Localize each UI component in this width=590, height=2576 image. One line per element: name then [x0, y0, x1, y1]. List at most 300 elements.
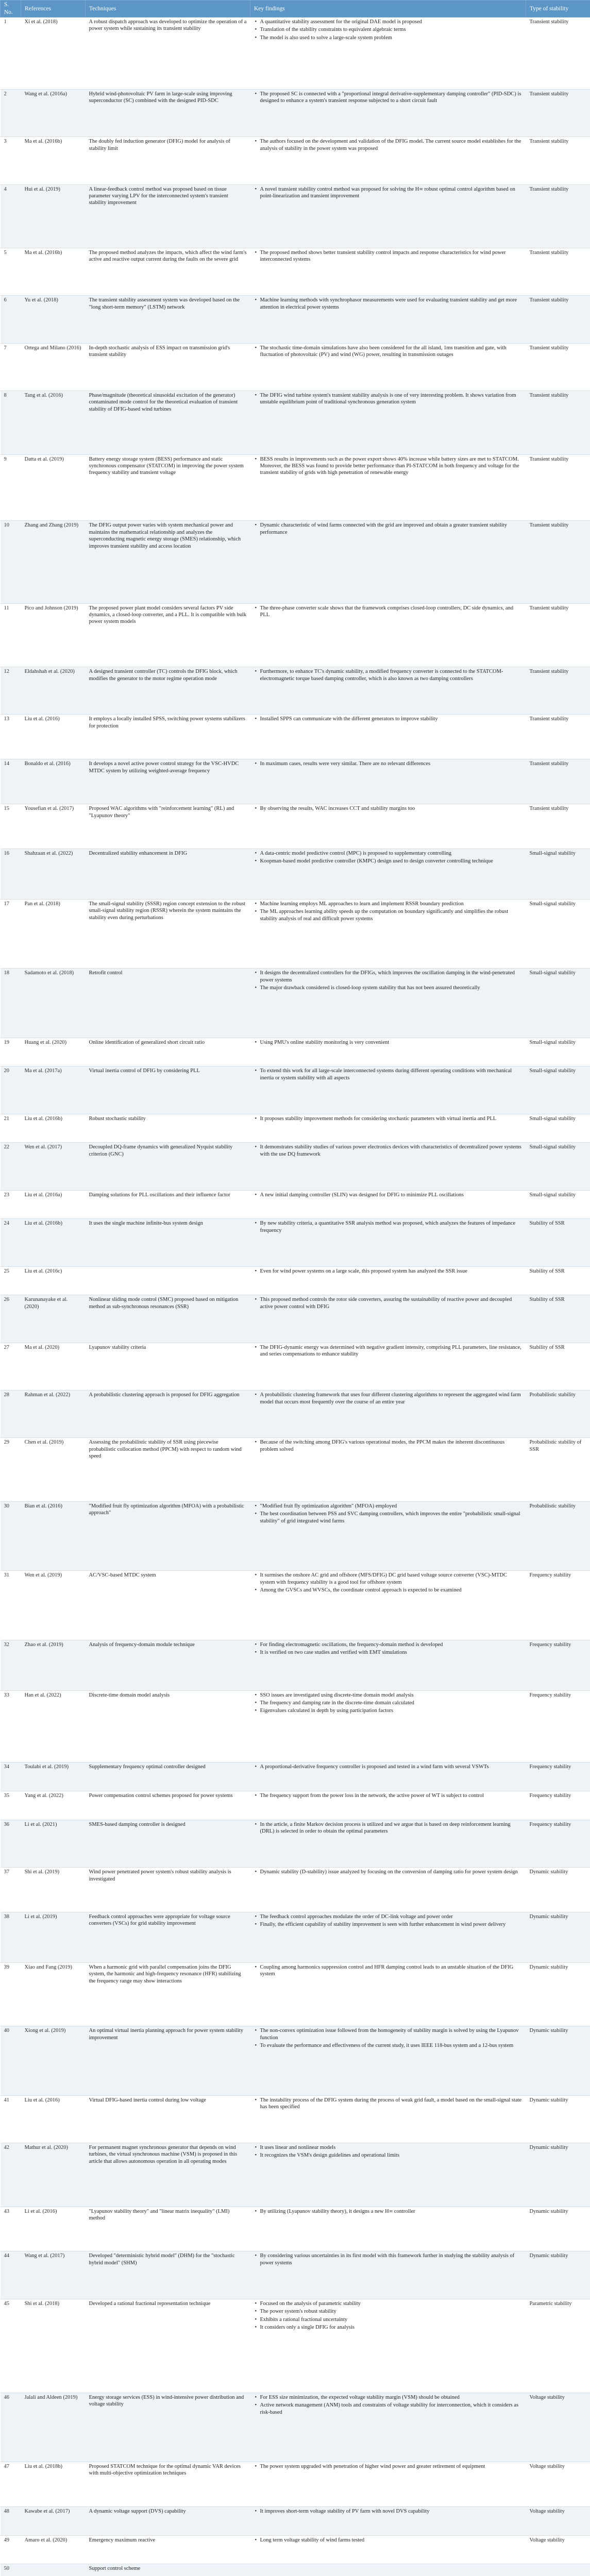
key-findings-cell: [250, 2535, 526, 2564]
technique-cell: Online identification of generalized short circuit ratio: [86, 1038, 250, 1066]
row-number: 38: [1, 1912, 21, 1962]
table-row: [1, 1391, 590, 1438]
reference-cell: Ma et al. (2016b): [21, 248, 86, 296]
key-findings-list: [254, 1869, 522, 1875]
table-row: [1, 2095, 590, 2143]
key-finding-item: • Finally, the efficient capability of stability improvement is seen with further enhancement in wind power delivery: [254, 1921, 522, 1928]
technique-cell: The proposed method analyzes the impacts, which affect the wind farm's active and reactive output current during the faults on the severe grid: [86, 248, 250, 296]
stability-type-cell: Transient stability: [526, 391, 590, 455]
key-findings-list: [254, 2027, 522, 2049]
technique-cell: Developed "deterministic hybrid model" (DHM) for the "stochastic hybrid model" (SHM): [86, 2251, 250, 2299]
key-findings-list: [254, 1821, 522, 1835]
table-row: [1, 184, 590, 248]
key-findings-list: [254, 2208, 522, 2215]
row-number: 42: [1, 2143, 21, 2207]
key-findings-cell: [250, 343, 526, 391]
stability-type-cell: Transient stability: [526, 18, 590, 90]
reference-cell: Shi et al. (2019): [21, 1868, 86, 1912]
table-row: [1, 343, 590, 391]
key-findings-cell: [250, 2506, 526, 2535]
key-finding-item: • The instability process of the DFIG system during the process of weak grid fault, a model based on the small-signal state has been specified: [254, 2097, 522, 2111]
key-findings-list: [254, 1764, 522, 1770]
stability-type-cell: Small-signal stability: [526, 969, 590, 1038]
key-findings-cell: [250, 2143, 526, 2207]
row-number: 16: [1, 849, 21, 900]
row-number: 43: [1, 2207, 21, 2251]
reference-cell: Yang et al. (2022): [21, 1791, 86, 1820]
key-findings-list: [254, 605, 522, 619]
key-findings-list: [254, 1192, 522, 1198]
row-number: 21: [1, 1114, 21, 1143]
technique-cell: Decentralized stability enhancement in DFIG: [86, 849, 250, 900]
key-findings-cell: [250, 1762, 526, 1791]
key-findings-list: [254, 850, 522, 865]
key-findings-cell: [250, 1501, 526, 1570]
stability-type-cell: Frequency stability: [526, 1762, 590, 1791]
reference-cell: Pan et al. (2018): [21, 899, 86, 968]
key-findings-cell: [250, 1066, 526, 1114]
key-finding-item: • The three-phase converter scale shows that the framework comprises closed-loop controllers, DC side dynamics, and PLL: [254, 605, 522, 619]
key-findings-cell: [250, 1114, 526, 1143]
key-finding-item: • Exhibits a rational fractional uncertainty: [254, 2316, 522, 2323]
key-findings-list: [254, 760, 522, 767]
key-finding-item: • Dynamic characteristic of wind farms connected with the grid are improved and obtain a greater transient stability performance: [254, 522, 522, 536]
key-finding-item: • Furthermore, to enhance TC's dynamic stability, a modified frequency converter is connected to the STATCOM-electromagnetic torque based damping controller, which is also known as two damping controllers: [254, 668, 522, 682]
table-row: [1, 1038, 590, 1066]
row-number: 10: [1, 521, 21, 603]
technique-cell: A dynamic voltage support (DVS) capability: [86, 2506, 250, 2535]
header-type-of-stability: Type of stability: [526, 1, 590, 18]
key-findings-list: [254, 1964, 522, 1978]
header-key-findings: Key findings: [250, 1, 526, 18]
reference-cell: Karunanayake et al. (2020): [21, 1295, 86, 1343]
key-findings-cell: [250, 1571, 526, 1640]
key-finding-item: • Coupling among harmonics suppression control and HFR damping control leads to an unstable situation of the DFIG system: [254, 1964, 522, 1978]
table-row: [1, 1640, 590, 1690]
key-finding-item: • To evaluate the performance and effectiveness of the current study, it uses IEEE 118-bus system and a 12-bus system: [254, 2042, 522, 2049]
key-findings-cell: [250, 391, 526, 455]
row-number: 35: [1, 1791, 21, 1820]
row-number: 26: [1, 1295, 21, 1343]
row-number: 23: [1, 1190, 21, 1219]
table-header-row: [1, 1, 590, 18]
key-finding-item: • It designs the decentralized controllers for the DFIGs, which improves the oscillation damping in the wind-penetrated power systems: [254, 970, 522, 984]
key-findings-cell: [250, 759, 526, 804]
key-finding-item: • The frequency and damping rate in the discrete-time domain calculated: [254, 1700, 522, 1706]
table-row: [1, 89, 590, 137]
key-findings-cell: [250, 1190, 526, 1219]
table-row: [1, 248, 590, 296]
key-findings-cell: [250, 184, 526, 248]
stability-type-cell: Dynamic stability: [526, 2207, 590, 2251]
reference-cell: Xi et al. (2018): [21, 18, 86, 90]
reference-cell: Amaro et al. (2020): [21, 2535, 86, 2564]
row-number: 31: [1, 1571, 21, 1640]
technique-cell: Feedback control approaches were appropriate for voltage source converters (VSCs) for grid stability improvement: [86, 1912, 250, 1962]
table-row: [1, 1219, 590, 1266]
table-row: [1, 521, 590, 603]
key-findings-cell: [250, 2095, 526, 2143]
stability-type-cell: Transient stability: [526, 521, 590, 603]
technique-cell: Nonlinear sliding mode control (SMC) proposed based on mitigation method as sub-synchronous resonances (SSR): [86, 1295, 250, 1343]
table-row: [1, 1762, 590, 1791]
reference-cell: Xiong et al. (2019): [21, 2026, 86, 2095]
stability-type-cell: Parametric stability: [526, 2299, 590, 2393]
row-number: 9: [1, 454, 21, 521]
technique-cell: AC/VSC-based MTDC system: [86, 1571, 250, 1640]
row-number: 46: [1, 2393, 21, 2462]
table-row: [1, 2564, 590, 2576]
row-number: 39: [1, 1962, 21, 2026]
key-finding-item: • Long term voltage stability of wind farms tested: [254, 2537, 522, 2544]
technique-cell: It uses the single machine infinite-bus system design: [86, 1219, 250, 1266]
key-findings-list: [254, 1913, 522, 1928]
header-references: References: [21, 1, 86, 18]
table-row: [1, 2535, 590, 2564]
key-finding-item: • By utilizing (Lyapunov stability theory), it designs a new H∞ controller: [254, 2208, 522, 2215]
key-finding-item: • A probabilistic clustering framework that uses four different clustering algorithms to represent the aggregated wind farm model that occurs most frequently over the course of an entire year: [254, 1392, 522, 1405]
technique-cell: An optimal virtual inertia planning approach for power system stability improvement: [86, 2026, 250, 2095]
technique-cell: [86, 1266, 250, 1295]
key-findings-cell: [250, 248, 526, 296]
technique-cell: The transient stability assessment system was developed based on the "long short-term memory" (LSTM) network: [86, 296, 250, 343]
key-findings-cell: [250, 2026, 526, 2095]
row-number: 25: [1, 1266, 21, 1295]
stability-type-cell: Small-signal stability: [526, 1143, 590, 1190]
key-findings-list: [254, 1220, 522, 1234]
key-finding-item: • The major drawback considered is closed-loop system stability that has not been assured theoretically: [254, 985, 522, 991]
row-number: 37: [1, 1868, 21, 1912]
stability-type-cell: Small-signal stability: [526, 1190, 590, 1219]
technique-cell: Power compensation control schemes proposed for power systems: [86, 1791, 250, 1820]
table-row: [1, 1571, 590, 1640]
table-row: [1, 1438, 590, 1502]
stability-type-cell: Small-signal stability: [526, 1066, 590, 1114]
reference-cell: Bonaldo et al. (2016): [21, 759, 86, 804]
stability-type-cell: Frequency stability: [526, 1571, 590, 1640]
stability-type-cell: Voltage stability: [526, 2506, 590, 2535]
technique-cell: When a harmonic grid with parallel compensation joins the DFIG system, the harmonic and high-frequency resonance (HFR) stabilizing the frequency range may show interactions: [86, 1962, 250, 2026]
key-findings-cell: [250, 1868, 526, 1912]
reference-cell: Shi et al. (2018): [21, 2299, 86, 2393]
key-findings-list: [254, 2252, 522, 2266]
key-findings-list: [254, 345, 522, 359]
row-number: 41: [1, 2095, 21, 2143]
key-finding-item: • Dynamic stability (D-stability) issue analyzed by focusing on the conversion of damping ratio for power system design: [254, 1869, 522, 1875]
reference-cell: Tang et al. (2016): [21, 391, 86, 455]
key-findings-list: [254, 138, 522, 152]
row-number: 50: [1, 2564, 21, 2576]
reference-cell: Li et al. (2019): [21, 1912, 86, 1962]
stability-type-cell: Dynamic stability: [526, 2143, 590, 2207]
row-number: 22: [1, 1143, 21, 1190]
reference-cell: Li et al. (2016): [21, 2207, 86, 2251]
stability-type-cell: [526, 2564, 590, 2576]
table-row: [1, 849, 590, 900]
key-finding-item: • Translation of the stability constraints to equivalent algebraic terms: [254, 26, 522, 33]
key-findings-list: [254, 91, 522, 105]
key-finding-item: • It uses linear and nonlinear models: [254, 2144, 522, 2151]
key-findings-list: [254, 1692, 522, 1715]
key-finding-item: • BESS results in improvements such as the power export shows 40% increase while battery sizes are met to STATCOM. Moreover, the BESS was found to provide better performance than PI-STATCOM in both frequency and voltage for the transient stability of grids with high penetration of renewable energy: [254, 456, 522, 477]
key-finding-item: • By new stability criteria, a quantitative SSR analysis method was proposed, which analyzes the features of impedance frequency: [254, 1220, 522, 1234]
technique-cell: SMES-based damping controller is designed: [86, 1820, 250, 1867]
stability-type-cell: Stability of SSR: [526, 1266, 590, 1295]
stability-type-cell: Dynamic stability: [526, 2095, 590, 2143]
key-finding-item: • For finding electromagnetic oscillations, the frequency-domain method is developed: [254, 1641, 522, 1648]
stability-type-cell: Voltage stability: [526, 2462, 590, 2507]
row-number: 17: [1, 899, 21, 968]
key-findings-cell: [250, 1640, 526, 1690]
key-findings-cell: [250, 1391, 526, 1438]
reference-cell: Shahzaan et al. (2022): [21, 849, 86, 900]
key-findings-cell: [250, 1690, 526, 1762]
reference-cell: Yu et al. (2018): [21, 296, 86, 343]
key-finding-item: • Machine learning methods with synchrophasor measurements were used for evaluating transient stability and get more attention in electrical power systems: [254, 297, 522, 311]
stability-type-cell: Stability of SSR: [526, 1343, 590, 1390]
reference-cell: Liu et al. (2016): [21, 715, 86, 759]
key-findings-cell: [250, 137, 526, 184]
reference-cell: [21, 2564, 86, 2576]
key-findings-cell: [250, 2564, 526, 2576]
row-number: 36: [1, 1820, 21, 1867]
key-findings-cell: [250, 1962, 526, 2026]
technique-cell: The small-signal stability (SSSR) region concept extension to the robust small-signal stability region (RSSR) wherein the system maintains the stability even during perturbations: [86, 899, 250, 968]
key-findings-list: [254, 186, 522, 200]
key-finding-item: • The DFIG-dynamic energy was determined with negative gradient intensity, comprising PLL parameters, line resistance, and series compensations to enhance stability: [254, 1344, 522, 1358]
stability-type-cell: Frequency stability: [526, 1640, 590, 1690]
technique-cell: "Lyapunov stability theory" and "linear matrix inequality" (LMI) method: [86, 2207, 250, 2251]
stability-type-cell: Transient stability: [526, 667, 590, 715]
key-finding-item: • It is verified on two case studies and verified with EMT simulations: [254, 1649, 522, 1656]
row-number: 40: [1, 2026, 21, 2095]
key-findings-cell: [250, 296, 526, 343]
technique-cell: Battery energy storage system (BESS) performance and static synchronous compensator (STATCOM) in improving the power system frequency stability and transient voltage: [86, 454, 250, 521]
key-finding-item: • It proposes stability improvement methods for considering stochastic parameters with virtual inertia and PLL: [254, 1115, 522, 1122]
key-findings-list: [254, 522, 522, 536]
row-number: 13: [1, 715, 21, 759]
table-row: [1, 1266, 590, 1295]
row-number: 30: [1, 1501, 21, 1570]
table-row: [1, 1114, 590, 1143]
stability-type-cell: Transient stability: [526, 343, 590, 391]
key-finding-item: • The model is also used to solve a large-scale system problem: [254, 35, 522, 41]
row-number: 14: [1, 759, 21, 804]
key-finding-item: • The feedback control approaches modulate the order of DC-link voltage and power order: [254, 1913, 522, 1920]
key-finding-item: • It surmises the onshore AC grid and offshore (MFS/DFIG) DC grid based voltage source converter (VSC)-MTDC system with frequency stability is a good tool for offshore system: [254, 1572, 522, 1586]
table-row: [1, 603, 590, 667]
technique-cell: Robust stochastic stability: [86, 1114, 250, 1143]
stability-type-cell: Dynamic stability: [526, 1868, 590, 1912]
key-finding-item: • To extend this work for all large-scale interconnected systems during different operating conditions with mechanical inertia or system stability with all aspects: [254, 1067, 522, 1081]
key-findings-cell: [250, 18, 526, 90]
key-finding-item: • It improves short-term voltage stability of PV farm with novel DVS capability: [254, 2508, 522, 2515]
reference-cell: Ma et al. (2020): [21, 1343, 86, 1390]
technique-cell: Wind power penetrated power system's robust stability analysis is investigated: [86, 1868, 250, 1912]
reference-cell: Bian et al. (2016): [21, 1501, 86, 1570]
key-finding-item: • In maximum cases, results were very similar. There are no relevant differences: [254, 760, 522, 767]
technique-cell: Damping solutions for PLL oscillations and their influence factor: [86, 1190, 250, 1219]
row-number: 28: [1, 1391, 21, 1438]
key-findings-cell: [250, 1791, 526, 1820]
key-finding-item: • Active network management (ANM) tools and constraints of voltage stability for interconnection, which it considers as risk-based: [254, 2402, 522, 2416]
reference-cell: Ma et al. (2017a): [21, 1066, 86, 1114]
row-number: 15: [1, 804, 21, 849]
stability-type-cell: Transient stability: [526, 759, 590, 804]
table-row: [1, 715, 590, 759]
stability-type-cell: Transient stability: [526, 89, 590, 137]
key-findings-list: [254, 668, 522, 682]
key-finding-item: • Machine learning employs ML approaches to learn and implement RSSR boundary prediction: [254, 901, 522, 907]
reference-cell: Toulabi et al. (2019): [21, 1762, 86, 1791]
key-findings-cell: [250, 715, 526, 759]
row-number: 4: [1, 184, 21, 248]
row-number: 6: [1, 296, 21, 343]
table-row: [1, 2026, 590, 2095]
reference-cell: Hui et al. (2019): [21, 184, 86, 248]
table-row: [1, 2506, 590, 2535]
row-number: 11: [1, 603, 21, 667]
stability-type-cell: Probabilistic stability: [526, 1391, 590, 1438]
technique-cell: The proposed power plant model considers several factors PV side dynamics, a closed-loop converter, and a PLL. It is compatible with bulk power system models: [86, 603, 250, 667]
key-findings-list: [254, 2394, 522, 2416]
key-finding-item: • A quantitative stability assessment for the original DAE model is proposed: [254, 19, 522, 25]
key-findings-list: [254, 1144, 522, 1158]
key-findings-list: [254, 970, 522, 991]
table-row: [1, 1820, 590, 1867]
key-findings-list: [254, 1344, 522, 1358]
table-row: [1, 2299, 590, 2393]
key-findings-list: [254, 249, 522, 263]
technique-cell: Energy storage services (ESS) in wind-intensive power distribution and voltage stability: [86, 2393, 250, 2462]
key-finding-item: • A data-centric model predictive control (MPC) is proposed to supplementary controlling: [254, 850, 522, 857]
reference-cell: Liu et al. (2016b): [21, 1114, 86, 1143]
key-findings-list: [254, 1392, 522, 1405]
key-finding-item: • The DFIG wind turbine system's transient stability analysis is one of very interesting problem. It shows variation from unstable equilibrium point of traditional synchronous generation system: [254, 392, 522, 406]
reference-cell: Pico and Johnson (2019): [21, 603, 86, 667]
stability-type-cell: Small-signal stability: [526, 899, 590, 968]
reference-cell: Liu et al. (2016a): [21, 1190, 86, 1219]
technique-cell: The doubly fed induction generator (DFIG) model for analysis of stability limit: [86, 137, 250, 184]
stability-type-cell: Transient stability: [526, 248, 590, 296]
key-findings-cell: [250, 89, 526, 137]
reference-cell: Jalali and Aldeen (2019): [21, 2393, 86, 2462]
reference-cell: Wang et al. (2016a): [21, 89, 86, 137]
reference-cell: Huang et al. (2020): [21, 1038, 86, 1066]
reference-cell: Yousefian et al. (2017): [21, 804, 86, 849]
reference-cell: Liu et al. (2016c): [21, 1266, 86, 1295]
technique-cell: Hybrid wind-photovoltaic PV farm in large-scale using improving superconductor (SC) combined with the designed PID-SDC: [86, 89, 250, 137]
key-finding-item: • Even for wind power systems on a large scale, this proposed system has analyzed the SSR issue: [254, 1268, 522, 1275]
key-findings-list: [254, 1115, 522, 1122]
technique-cell: Discrete-time domain model analysis: [86, 1690, 250, 1762]
stability-type-cell: Frequency stability: [526, 1820, 590, 1867]
technique-cell: A linear-feedback control method was proposed based on tissue parameter varying LPV for the interconnected system's transient stability improvement: [86, 184, 250, 248]
key-finding-item: • By considering various uncertainties in its first model with this framework further in studying the stability analysis of power systems: [254, 2252, 522, 2266]
table-row: [1, 1690, 590, 1762]
reference-cell: Zhang and Zhang (2019): [21, 521, 86, 603]
row-number: 19: [1, 1038, 21, 1066]
table-row: [1, 137, 590, 184]
row-number: 45: [1, 2299, 21, 2393]
reference-cell: Wang et al. (2017): [21, 2251, 86, 2299]
technique-cell: For permanent magnet synchronous generator that depends on wind turbines, the virtual synchronous machine (VSM) is proposed in this article that allows autonomous operation in all operating modes: [86, 2143, 250, 2207]
table-row: [1, 2207, 590, 2251]
key-finding-item: • The stochastic time-domain simulations have also been considered for the all island, 1ms transition and gate, with fluctuation of photovoltaic (PV) and wind (WG) power, resulting in transmission outages: [254, 345, 522, 359]
table-row: [1, 1912, 590, 1962]
reference-cell: Liu et al. (2018b): [21, 2462, 86, 2507]
reference-cell: Ma et al. (2016b): [21, 137, 86, 184]
technique-cell: Analysis of frequency-domain module technique: [86, 1640, 250, 1690]
table-row: [1, 18, 590, 90]
technique-cell: It develops a novel active power control strategy for the VSC-HVDC MTDC system by utilizing weighted-average frequency: [86, 759, 250, 804]
header-sno: S. No.: [1, 1, 21, 18]
stability-type-cell: Small-signal stability: [526, 1114, 590, 1143]
key-finding-item: • A novel transient stability control method was proposed for solving the H∞ robust optimal control algorithm based on point-linearization and transient improvement: [254, 186, 522, 200]
key-findings-cell: [250, 2299, 526, 2393]
table-row: [1, 1501, 590, 1570]
technique-cell: Virtual DFIG-based inertia control during low voltage: [86, 2095, 250, 2143]
reference-cell: Han et al. (2022): [21, 1690, 86, 1762]
reference-cell: Chen et al. (2019): [21, 1438, 86, 1502]
key-findings-list: [254, 2300, 522, 2331]
key-findings-list: [254, 1792, 522, 1799]
stability-type-cell: Stability of SSR: [526, 1295, 590, 1343]
key-findings-list: [254, 19, 522, 41]
key-findings-cell: [250, 1143, 526, 1190]
stability-type-cell: Transient stability: [526, 454, 590, 521]
technique-cell: Assessing the probabilistic stability of SSR using piecewise probabilistic collocation method (PPCM) with respect to random wind speed: [86, 1438, 250, 1502]
key-finding-item: • This proposed method controls the rotor side converters, assuring the sustainability of reactive power and decoupled active power control with DFIG: [254, 1296, 522, 1310]
stability-type-cell: Transient stability: [526, 137, 590, 184]
key-finding-item: • The proposed SC is connected with a "proportional integral derivative-supplementary damping controller" (PID-SDC) is designed to enhance a system's transient response subjected to a short circuit fault: [254, 91, 522, 105]
key-findings-cell: [250, 1438, 526, 1502]
key-findings-list: [254, 2508, 522, 2515]
table-row: [1, 899, 590, 968]
row-number: 27: [1, 1343, 21, 1390]
key-findings-cell: [250, 454, 526, 521]
key-findings-cell: [250, 603, 526, 667]
technique-cell: "Modified fruit fly optimization algorithm (MFOA) with a probabilistic approach": [86, 1501, 250, 1570]
table-row: [1, 1143, 590, 1190]
key-findings-cell: [250, 667, 526, 715]
technique-cell: In-depth stochastic analysis of ESS impact on transmission grid's transient stability: [86, 343, 250, 391]
key-findings-list: [254, 297, 522, 311]
table-row: [1, 1190, 590, 1219]
reference-cell: Li et al. (2021): [21, 1820, 86, 1867]
key-findings-cell: [250, 1295, 526, 1343]
key-finding-item: • It recognizes the VSM's design guidelines and operational limits: [254, 2152, 522, 2159]
key-findings-list: [254, 1067, 522, 1081]
key-findings-cell: [250, 1912, 526, 1962]
reference-cell: Eldahshah et al. (2020): [21, 667, 86, 715]
row-number: 5: [1, 248, 21, 296]
technique-cell: A designed transient controller (TC) controls the DFIG block, which modifies the generator to the motor regime operation mode: [86, 667, 250, 715]
table-row: [1, 1066, 590, 1114]
key-findings-cell: [250, 521, 526, 603]
row-number: 2: [1, 89, 21, 137]
row-number: 24: [1, 1219, 21, 1266]
key-finding-item: • Because of the switching among DFIG's various operational modes, the PPCM makes the inherent discontinuous problem solved: [254, 1439, 522, 1453]
row-number: 1: [1, 18, 21, 90]
reference-cell: Rahman et al. (2022): [21, 1391, 86, 1438]
key-finding-item: • In the article, a finite Markov decision process is utilized and we argue that is based on deep reinforcement learning (DRL) is selected in order to obtain the optimal parameters: [254, 1821, 522, 1835]
key-findings-list: [254, 1039, 522, 1046]
key-finding-item: • "Modified fruit fly optimization algorithm" (MFOA) employed: [254, 1503, 522, 1510]
key-findings-cell: [250, 1038, 526, 1066]
stability-type-cell: Dynamic stability: [526, 2251, 590, 2299]
key-finding-item: • Installed SPPS can communicate with the different generators to improve stability: [254, 716, 522, 722]
